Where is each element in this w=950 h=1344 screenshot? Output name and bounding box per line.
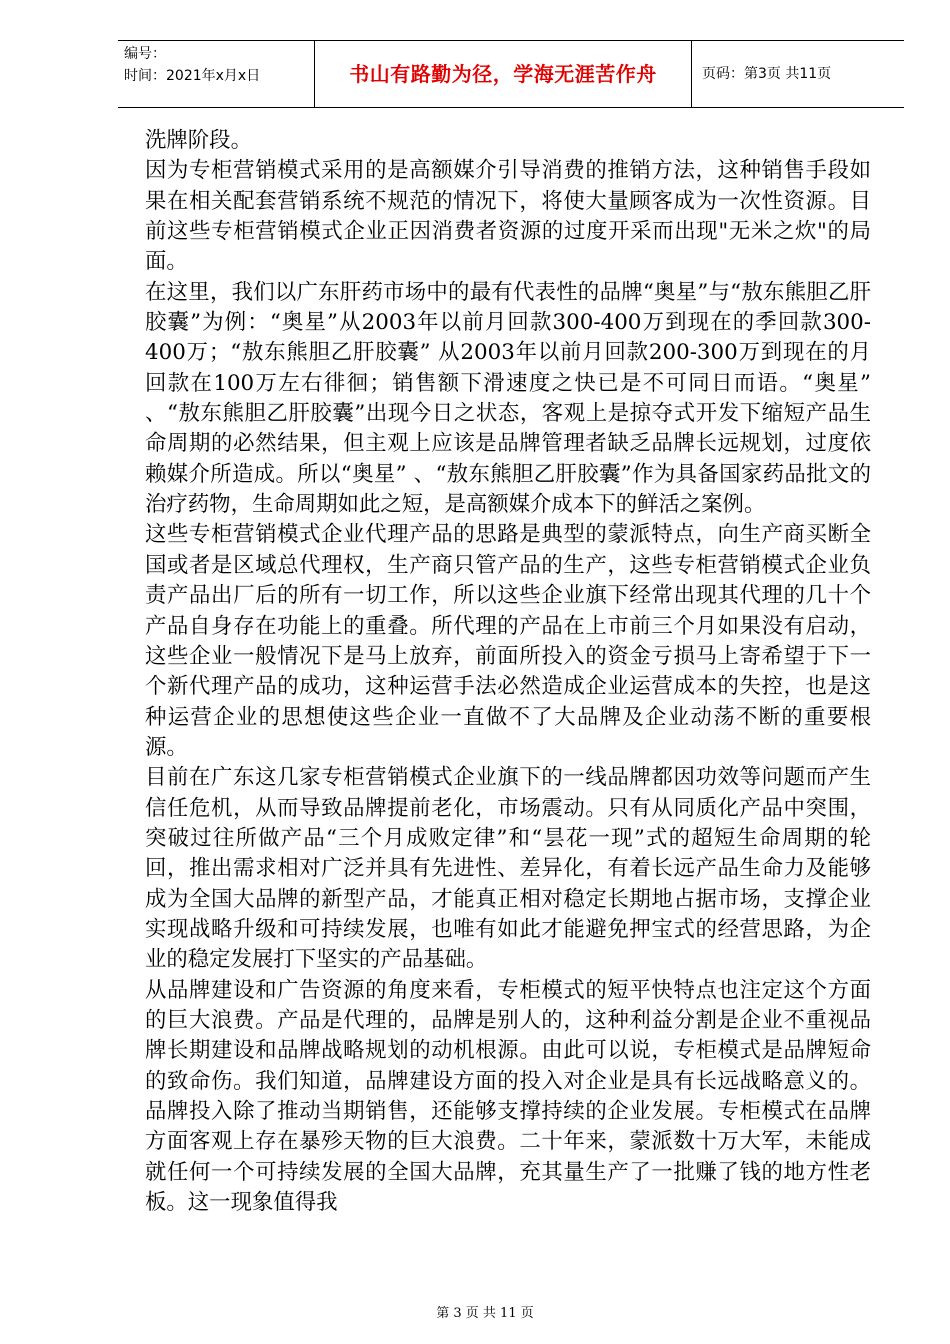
paragraph: 洗牌阶段。 xyxy=(145,128,252,153)
page-header xyxy=(118,40,904,108)
header-motto: 书山有路勤为径，学海无涯苦作舟 xyxy=(315,41,692,107)
paragraph: 从品牌建设和广告资源的角度来看，专柜模式的短平快特点也注定这个方面的巨大浪费。产品是代理的，品牌是别人的，这种利益分割是企业不重视品牌长期建设和品牌战略规划的动机根源。由此可以说，专柜模式是品牌短命的致命伤。我们知道，品牌建设方面的投入对企业是具有长远战略意义的。品牌投入除了推动当期销售，还能够支撑持续的企业发展。专柜模式在品牌方面客观上存在暴殄天物的巨大浪费。二十年来，蒙派数十万大军，未能成就任何一个可持续发展的全国大品牌，充其量生产了一批赚了钱的地方性老板。这一现象值得我 xyxy=(145,977,871,1216)
document-number-label: 编号： xyxy=(124,46,166,62)
paragraph: 在这里，我们以广东肝药市场中的最有代表性的品牌“奥星”与“敖东熊胆乙肝胶囊”为例：“奥星”从2003年以前月回款300-400万到现在的季回款300-400万；“敖东熊胆乙肝胶囊” 从2003年以前月回款200-300万到现在的月回款在100万左右徘徊；销售额下滑速度之快已是不可同日而语。“奥星” 、“敖东熊胆乙肝胶囊”出现今日之状态，客观上是掠夺式开发下缩短产品生命周期的必然结果，但主观上应该是品牌管理者缺乏品牌长远规划，过度依赖媒介所造成。所以“奥星” 、“敖东熊胆乙肝胶囊”作为具备国家药品批文的治疗药物，生命周期如此之短，是高额媒介成本下的鲜活之案例。 xyxy=(145,279,871,518)
header-page-info: 页码：第3页 共11页 xyxy=(702,66,832,82)
paragraph: 目前在广东这几家专柜营销模式企业旗下的一线品牌都因功效等问题而产生信任危机，从而导致品牌提前老化，市场震动。只有从同质化产品中突围，突破过往所做产品“三个月成败定律”和“昙花一现”式的超短生命周期的轮回，推出需求相对广泛并具有先进性、差异化，有着长远产品生命力及能够成为全国大品牌的新型产品，才能真正相对稳定长期地占据市场，支撑企业实现战略升级和可持续发展，也唯有如此才能避免押宝式的经营思路，为企业的稳定发展打下坚实的产品基础。 xyxy=(145,765,871,973)
document-date: 时间：2021年x月x日 xyxy=(124,68,261,84)
page-footer: 第 3 页 共 11 页 xyxy=(436,1306,534,1321)
paragraph: 这些专柜营销模式企业代理产品的思路是典型的蒙派特点，向生产商买断全国或者是区域总代理权，生产商只管产品的生产，这些专柜营销模式企业负责产品出厂后的所有一切工作，所以这些企业旗下经常出现其代理的几十个产品自身存在功能上的重叠。所代理的产品在上市前三个月如果没有启动，这些企业一般情况下是马上放弃，前面所投入的资金亏损马上寄希望于下一个新代理产品的成功，这种运营手法必然造成企业运营成本的失控，也是这种运营企业的思想使这些企业一直做不了大品牌及企业动荡不断的重要根源。 xyxy=(145,522,871,760)
document-body xyxy=(145,126,871,1218)
header-meta xyxy=(118,41,315,107)
paragraph: 因为专柜营销模式采用的是高额媒介引导消费的推销方法，这种销售手段如果在相关配套营销系统不规范的情况下，将使大量顾客成为一次性资源。目前这些专柜营销模式企业正因消费者资源的过度开采而出现"无米之炊"的局面。 xyxy=(145,158,871,275)
